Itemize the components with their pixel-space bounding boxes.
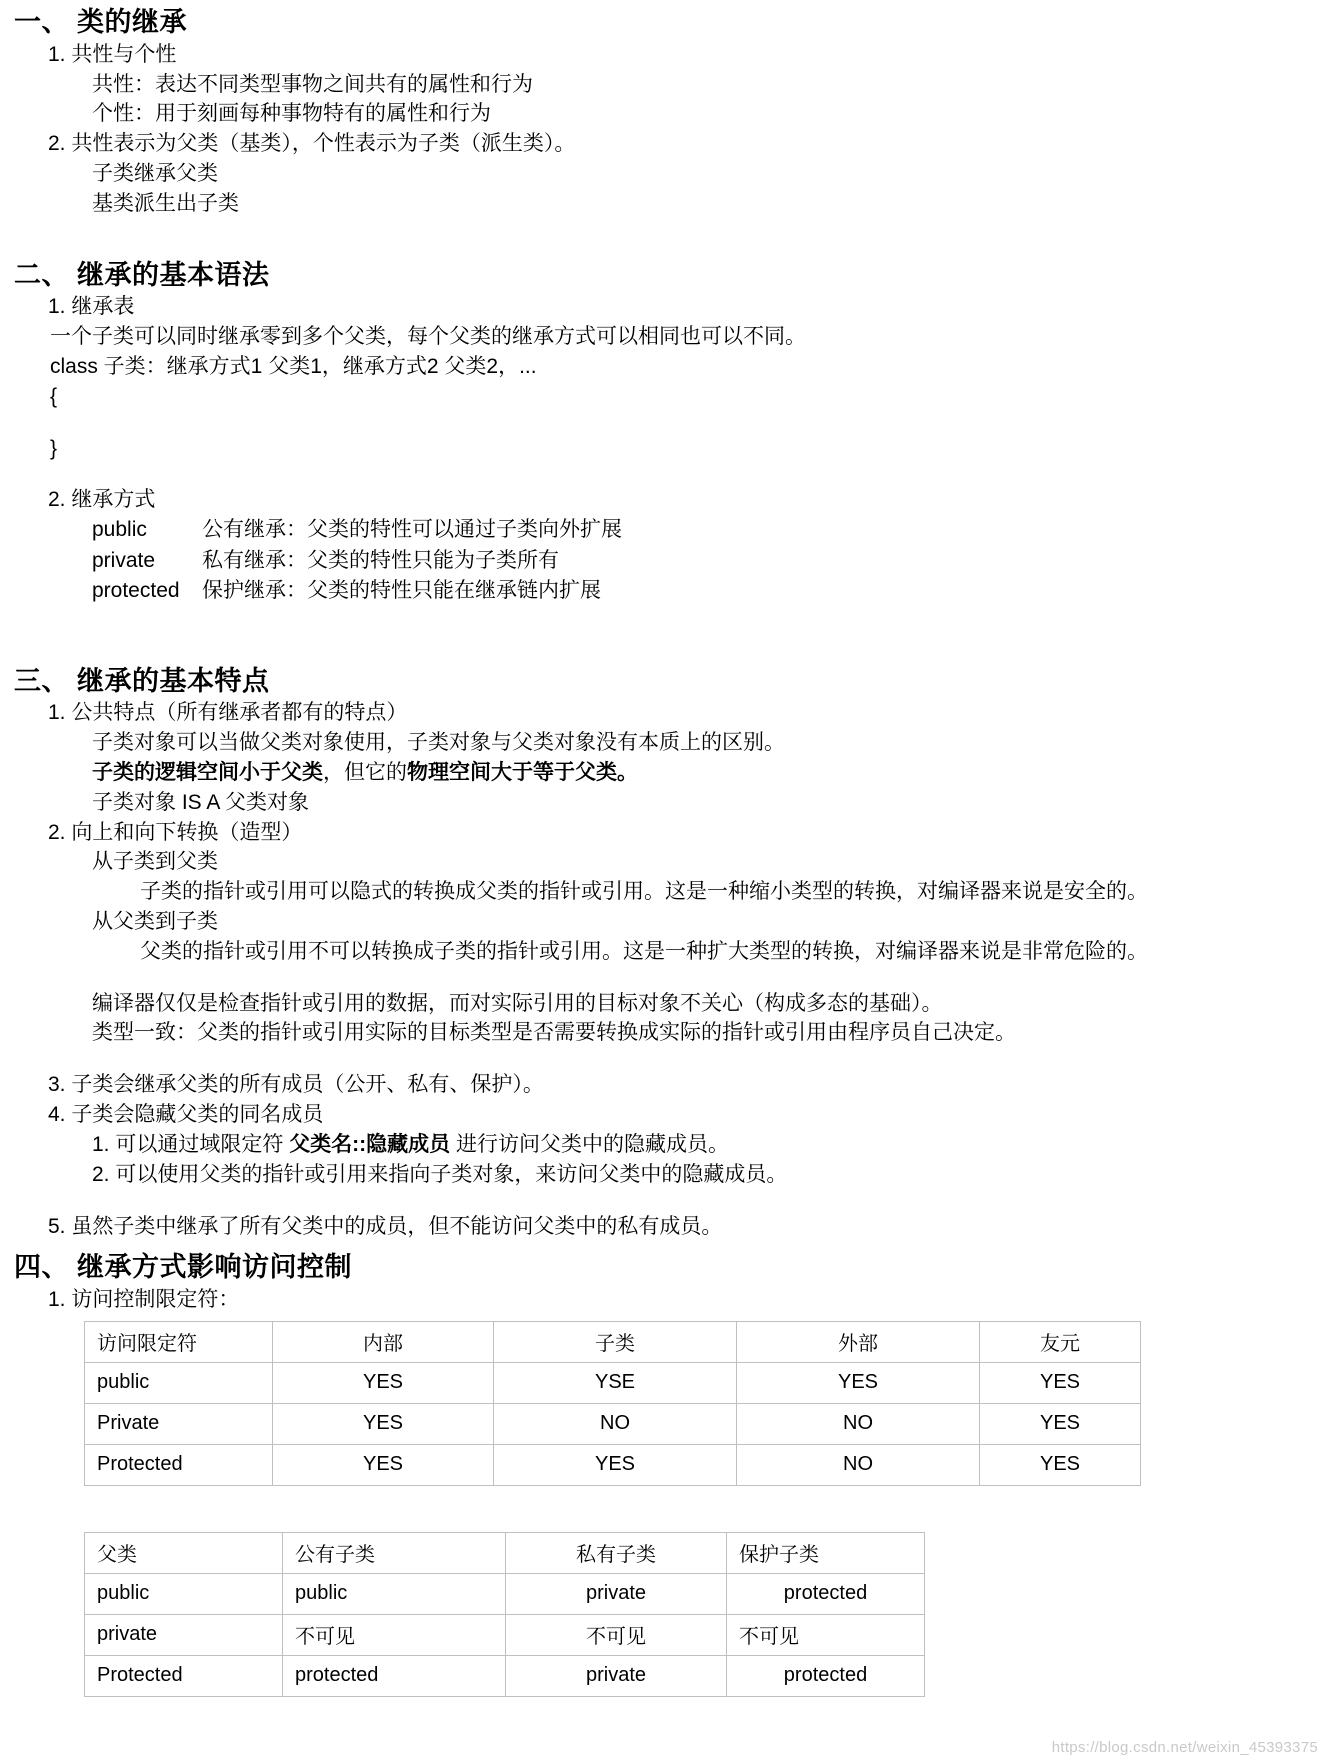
spacer [0, 1190, 1332, 1212]
inherit-mode-keyword: protected [92, 579, 180, 603]
table-cell: protected [283, 1655, 506, 1696]
table-cell: 不可见 [727, 1614, 925, 1655]
s3-item-1b [92, 758, 1332, 788]
watermark: https://blog.csdn.net/weixin_45393375 [1051, 1739, 1318, 1756]
inherit-mode-row [92, 546, 1332, 576]
s3-item-2b-detail: 父类的指针或引用不可以转换成子类的指针或引用。这是一种扩大类型的转换，对编译器来说是非常危险的。 [140, 939, 1148, 963]
table-row [85, 1403, 1141, 1444]
s3-item-5: 5. 虽然子类中继承了所有父类中的成员，但不能访问父类中的私有成员。 [48, 1214, 723, 1238]
table-cell: YES [980, 1362, 1141, 1403]
s3-item-1: 1. 公共特点（所有继承者都有的特点） [48, 701, 408, 725]
table-cell: YES [273, 1362, 494, 1403]
inherit-mode-desc: 公有继承：父类的特性可以通过子类向外扩展 [202, 518, 622, 542]
document-page [0, 6, 1332, 1764]
s1-item-2: 2. 共性表示为父类（基类），个性表示为子类（派生类）。 [48, 132, 576, 156]
table-header-cell: 外部 [737, 1321, 980, 1362]
s3-item-4-sub-1-pre: 1. 可以通过域限定符 [92, 1132, 290, 1156]
s3-item-4-sub-2: 2. 可以使用父类的指针或引用来指向子类对象，来访问父类中的隐藏成员。 [92, 1162, 788, 1186]
table-header-cell: 公有子类 [283, 1532, 506, 1573]
section-heading-4: 四、 继承方式影响访问控制 [14, 1252, 353, 1283]
table-cell: 不可见 [506, 1614, 727, 1655]
s3-item-4: 4. 子类会隐藏父类的同名成员 [48, 1103, 324, 1127]
access-control-table [84, 1321, 1141, 1486]
spacer [0, 463, 1332, 485]
spacer [0, 607, 1332, 665]
s1-item-1: 1. 共性与个性 [48, 42, 177, 66]
table-cell: 不可见 [283, 1614, 506, 1655]
s3-item-2b: 从父类到子类 [92, 910, 218, 933]
table-cell: protected [727, 1655, 925, 1696]
table-row [85, 1614, 925, 1655]
spacer [0, 1048, 1332, 1070]
table-cell: YES [737, 1362, 980, 1403]
s2-item-2: 2. 继承方式 [48, 488, 156, 512]
s1-item-2b: 基类派生出子类 [92, 191, 239, 215]
s2-line-1: 一个子类可以同时继承零到多个父类，每个父类的继承方式可以相同也可以不同。 [50, 325, 806, 349]
table-cell: public [85, 1573, 283, 1614]
table-cell: NO [737, 1403, 980, 1444]
spacer [0, 412, 1332, 434]
spacer [0, 1241, 1332, 1251]
table-header-cell: 访问限定符 [85, 1321, 273, 1362]
s3-item-1b-mid: ，但它的 [323, 760, 407, 784]
table-cell: Protected [85, 1444, 273, 1485]
table-header-cell: 父类 [85, 1532, 283, 1573]
table-cell: NO [494, 1403, 737, 1444]
s3-item-4-sub-1-bold: 父类名::隐藏成员 [289, 1132, 451, 1156]
s3-item-2-note-2: 类型一致：父类的指针或引用实际的目标类型是否需要转换成实际的指针或引用由程序员自己决定。 [92, 1021, 1016, 1045]
table-cell: YES [980, 1444, 1141, 1485]
inherit-mode-row [92, 515, 1332, 545]
spacer [0, 1486, 1332, 1526]
s4-item-1: 1. 访问控制限定符： [48, 1288, 240, 1312]
s1-item-2a: 子类继承父类 [92, 162, 218, 185]
inheritance-mapping-table-wrap [0, 1532, 1332, 1697]
s1-item-1b: 个性：用于刻画每种事物特有的属性和行为 [92, 102, 491, 126]
table-row [85, 1362, 1141, 1403]
table-cell: private [506, 1573, 727, 1614]
table-header-row [85, 1321, 1141, 1362]
s3-item-4-sub-1 [92, 1130, 1332, 1160]
table-row [85, 1573, 925, 1614]
s3-item-3: 3. 子类会继承父类的所有成员（公开、私有、保护）。 [48, 1073, 544, 1097]
s3-item-1b-bold-1: 子类的逻辑空间小于父类 [92, 760, 323, 784]
s2-brace-open: { [50, 384, 58, 408]
table-cell: NO [737, 1444, 980, 1485]
table-cell: YES [494, 1444, 737, 1485]
table-cell: Protected [85, 1655, 283, 1696]
table-cell: YES [273, 1444, 494, 1485]
table-cell: protected [727, 1573, 925, 1614]
inherit-mode-keyword: public [92, 518, 147, 542]
section-heading-3: 三、 继承的基本特点 [14, 665, 270, 696]
table-cell: YES [273, 1403, 494, 1444]
inherit-mode-row [92, 576, 1332, 606]
s3-item-1c: 子类对象 IS A 父类对象 [92, 790, 310, 814]
section-heading-2: 二、 继承的基本语法 [14, 259, 270, 290]
table-header-cell: 友元 [980, 1321, 1141, 1362]
s3-item-2a: 从子类到父类 [92, 850, 218, 874]
s3-item-1b-bold-2: 物理空间大于等于父类。 [407, 760, 638, 784]
table-row [85, 1655, 925, 1696]
table-cell: YSE [494, 1362, 737, 1403]
spacer [0, 967, 1332, 989]
table-header-cell: 子类 [494, 1321, 737, 1362]
s2-item-1: 1. 继承表 [48, 295, 135, 319]
s3-item-4-sub-1-post: 进行访问父类中的隐藏成员。 [450, 1132, 730, 1156]
table-header-row [85, 1532, 925, 1573]
s1-item-1a: 共性：表达不同类型事物之间共有的属性和行为 [92, 72, 533, 96]
s3-item-2-note-1: 编译器仅仅是检查指针或引用的数据，而对实际引用的目标对象不关心（构成多态的基础）。 [92, 991, 943, 1015]
s3-item-1a: 子类对象可以当做父类对象使用，子类对象与父类对象没有本质上的区别。 [92, 731, 785, 755]
table-row [85, 1444, 1141, 1485]
spacer [0, 219, 1332, 259]
table-cell: public [85, 1362, 273, 1403]
inheritance-mapping-table [84, 1532, 925, 1697]
inherit-mode-desc: 私有继承：父类的特性只能为子类所有 [202, 548, 559, 572]
s2-line-2: class 子类：继承方式1 父类1，继承方式2 父类2，... [50, 355, 537, 378]
inherit-mode-keyword: private [92, 548, 156, 572]
table-header-cell: 保护子类 [727, 1532, 925, 1573]
s3-item-2: 2. 向上和向下转换（造型） [48, 820, 303, 844]
table-cell: Private [85, 1403, 273, 1444]
table-cell: private [506, 1655, 727, 1696]
table-header-cell: 私有子类 [506, 1532, 727, 1573]
s2-brace-close: } [50, 436, 58, 460]
table-cell: YES [980, 1403, 1141, 1444]
table-cell: public [283, 1573, 506, 1614]
inherit-mode-desc: 保护继承：父类的特性只能在继承链内扩展 [202, 579, 601, 603]
section-heading-1: 一、 类的继承 [14, 7, 188, 37]
s3-item-2a-detail: 子类的指针或引用可以隐式的转换成父类的指针或引用。这是一种缩小类型的转换，对编译器来说是安全的。 [140, 880, 1148, 904]
access-control-table-wrap [0, 1321, 1332, 1486]
table-header-cell: 内部 [273, 1321, 494, 1362]
table-cell: private [85, 1614, 283, 1655]
